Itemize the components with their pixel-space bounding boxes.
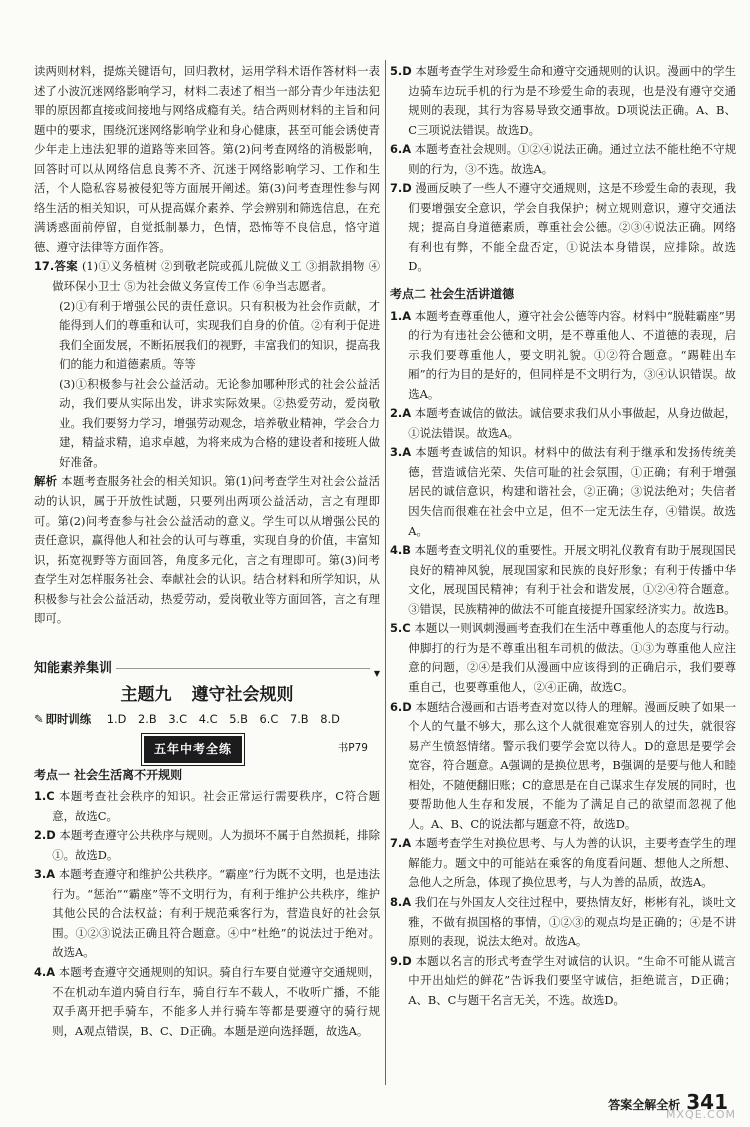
answer-number: 8.A bbox=[390, 894, 412, 909]
kp1-heading: 考点一 社会生活离不开规则 bbox=[34, 767, 183, 782]
section-title: 知能素养集训 bbox=[34, 660, 113, 676]
answer-text: 本题考查社会秩序的知识。社会正常运行需要秩序，C符合题意，故选C。 bbox=[52, 789, 380, 823]
answer-text: 本题考查遵守和维护公共秩序。“霸座”行为既不文明，也是违法行为。“惩治”“霸座”等不文明行为，有利于维护公共秩序，维护其他公民的合法权益；有利于规范乘客行为，营造良好的社会氛围。①②③说法正确且符合题意。④中“杜绝”的说法过于绝对。故选A。 bbox=[52, 867, 380, 960]
drill-label: 即时训练 bbox=[45, 711, 92, 726]
drill-answers: 1.D 2.B 3.C 4.C 5.B 6.C 7.B 8.D bbox=[106, 711, 340, 726]
answer-text: 本题考查遵守公共秩序与规则。人为损坏不属于自然损耗，排除①。故选D。 bbox=[52, 828, 380, 862]
answer-number: 1.C bbox=[34, 789, 55, 804]
answer-item bbox=[390, 179, 736, 277]
answer-text: 漫画反映了一些人不遵守交通规则，这是不珍爱生命的表现，我们要增强安全意识，学会自我保护；树立规则意识，遵守交通法规；提高自身道德素质，尊重社会公德。②③④说法正确。网络有利也有弊，不能全盘否定，①说法本身错误，应排除。故选D。 bbox=[408, 181, 736, 274]
drill-row bbox=[34, 710, 380, 730]
answer-number: 3.A bbox=[34, 867, 56, 882]
q17-answer bbox=[34, 257, 380, 296]
triangle-icon: ▼ bbox=[373, 668, 380, 678]
answer-number: 1.A bbox=[390, 308, 412, 323]
q17-number: 17. bbox=[34, 259, 55, 274]
q17-explanation-text: 本题考查服务社会的相关知识。第(1)问考查学生对社会公益活动的认识，属于开放性试题，只要列出两项公益活动，言之有理即可。第(2)问考查参与社会公益活动的意义。学生可以从增强公民的责任意识，赢得他人和社会的认可与尊重，实现自身的价值，丰富知识，拓宽视野等方面回答，角度多元化，言之有理即可。第(3)问考查学生对怎样服务社会、奉献社会的认识。结合材料和所学知识，从积极参与社会公益活动，热爱劳动，爱岗敬业等方面回答，言之有理即可。 bbox=[34, 474, 380, 626]
answer-item bbox=[390, 893, 736, 952]
answer-text: 本题考查社会规则。①②④说法正确。通过立法不能杜绝不守规则的行为，③不选。故选A。 bbox=[408, 142, 736, 176]
banner-row bbox=[34, 736, 380, 758]
answer-text: 本题以一则讽刺漫画考查我们在生活中尊重他人的态度与行动。伸脚打的行为是不尊重出租车司机的做法。①③为尊重他人应注意的问题，②④是我们从漫画中应该得到的正确启示，我们要尊重自己，也要尊重他人，②④正确，故选C。 bbox=[408, 621, 736, 694]
q17-explanation bbox=[34, 472, 380, 628]
answer-number: 4.B bbox=[390, 543, 411, 558]
answer-tag: 答案 bbox=[54, 259, 79, 274]
answer-text: 本题考查诚信的知识。材料中的做法有利于继承和发扬传统美德，营造诚信光荣、失信可耻的社会氛围，①正确；有利于增强居民的诚信意识，构建和谐社会，②正确；③说法绝对；失信者因失信而很难在社会中立足，但不一定无法生存，④错误。故选A。 bbox=[408, 445, 736, 538]
answer-text: 本题考查尊重他人，遵守社会公德等内容。材料中“脱鞋霸座”男的行为有违社会公德和文明，是不尊重他人、不道德的表现，启示我们要尊重他人，要文明礼貌。①②符合题意。“踢鞋出车厢”的行为目的是好的，但同样是不文明行为，③④认识错误。故选A。 bbox=[408, 308, 736, 401]
answer-number: 7.A bbox=[390, 836, 412, 851]
answer-item bbox=[390, 541, 736, 619]
answer-item bbox=[34, 787, 380, 826]
kp1-list bbox=[34, 787, 380, 1041]
answer-text: 我们在与外国友人交往过程中，要热情友好，彬彬有礼，谈吐文雅，不做有损国格的事情，①②③的观点均是正确的；④是不讲原则的表现，说法太绝对。故选A。 bbox=[408, 894, 736, 949]
answer-number: 6.D bbox=[390, 699, 412, 714]
topic-heading bbox=[34, 686, 380, 706]
q17-answer-part3: (3)①积极参与社会公益活动。无论参加哪种形式的社会公益活动，我们要从实际出发，讲求实际效果。②热爱劳动，爱岗敬业。我们要努力学习，增强劳动观念，培养敬业精神，学会合力建，精益求精，追求卓越，为将来成为合格的建设者和接班人做好准备。 bbox=[59, 376, 380, 469]
answer-number: 2.D bbox=[34, 828, 56, 843]
five-year-banner: 五年中考全练 bbox=[144, 736, 242, 764]
answer-number: 2.A bbox=[390, 406, 412, 421]
footer-label: 答案全解全析 bbox=[608, 1098, 681, 1112]
answer-text: 本题考查学生对换位思考、与人为善的认识，主要考查学生的理解能力。题文中的可能站在乘客的角度看问题、想他人之所想、急他人之所急，体现了换位思考，与人为善的品质，故选A。 bbox=[408, 836, 736, 890]
answer-number: 3.A bbox=[390, 445, 412, 460]
answer-text: 本题以名言的形式考查学生对诚信的认识。“生命不可能从谎言中开出灿烂的鲜花”告诉我们要坚守诚信，拒绝谎言，D正确；A、B、C与题干名言无关，不选。故选D。 bbox=[408, 953, 737, 1007]
answer-item bbox=[34, 865, 380, 963]
answer-number: 5.D bbox=[390, 64, 412, 78]
q16-continued-text: 读两则材料，提炼关键语句，回归教材，运用学科术语作答材料一表述了小波沉迷网络影响学习，材料二表述了相当一部分青少年违法犯罪的原因都直接或间接地与网络成瘾有关。结合两则材料的主旨和问题中的要求，围绕沉迷网络影响学业和身心健康，甚至可能会诱使青少年走上违法犯罪的道路等来回答。第(2)问考查网络的消极影响，回答时可以从网络信息良莠不齐、沉迷于网络影响学习、工作和生活，个人隐私容易被侵犯等方面展开阐述。第(3)问考查理性参与网络生活的相关知识，可从提高媒介素养、学会辨别和筛选信息，在充满诱惑面前停留，自觉抵制暴力，色情，恐怖等不良信息，恪守道德、遵守法律等方面作答。 bbox=[34, 64, 380, 254]
watermark: MXQE.COM bbox=[666, 1108, 736, 1121]
answer-number: 9.D bbox=[390, 953, 412, 968]
answer-number: 4.A bbox=[34, 964, 56, 979]
book-reference: 书P79 bbox=[337, 741, 368, 754]
topic-title: 遵守社会规则 bbox=[191, 685, 294, 706]
answer-text: 本题考查诚信的做法。诚信要求我们从小事做起，从身边做起，①说法错误。故选A。 bbox=[408, 406, 736, 440]
answer-item bbox=[390, 698, 736, 835]
explanation-tag: 解析 bbox=[34, 474, 58, 489]
answer-item bbox=[390, 952, 736, 1011]
q17-answer-part2: (2)①有利于增强公民的责任意识。只有积极为社会作贡献，才能得到人们的尊重和认可，实现我们自身的价值。②有利于促进我们全面发展，不断拓展我们的视野，丰富我们的知识，提高我们的能力和道德素质。等等 bbox=[59, 298, 380, 372]
kp2-heading: 考点二 社会生活讲道德 bbox=[390, 287, 515, 302]
answer-text: 本题考查文明礼仪的重要性。开展文明礼仪教育有助于展现国民良好的精神风貌，展现国家和民族的良好形象；有利于传播中华文化，展现国民精神；有利于社会和谐发展，①②④符合题意。③错误，民族精神的做法不可能直接提升国家经济实力。故选B。 bbox=[408, 543, 736, 616]
answer-item bbox=[390, 140, 736, 179]
answer-text: 本题考查学生对珍爱生命和遵守交通规则的认识。漫画中的学生边骑车边玩手机的行为是不珍爱生命的表现，也是没有遵守交通规则的表现，其行为容易导致交通事故。D项说法正确。A、B、C三项说法错误。故选D。 bbox=[408, 64, 736, 137]
answer-item bbox=[34, 963, 380, 1041]
answer-item bbox=[390, 62, 736, 140]
section-rule bbox=[116, 668, 370, 669]
pencil-icon: ✎ bbox=[34, 711, 44, 726]
answer-text: 本题结合漫画和古语考查对宽以待人的理解。漫画反映了如果一个人的气量不够大，那么这个人就很难宽容别人的过失，就很容易产生愤怒情绪。警示我们要学会宽以待人。D的意思是要学会宽容，符合题意。A强调的是换位思考，B强调的是要与他人和睦相处，不随便翻旧账；C的意思是在自己谋求生存发展的同时，也要帮助他人生存和发展，不能为了满足自己的欲望而忽视了他人。A、B、C的说法都与题意不符，故选D。 bbox=[408, 699, 736, 831]
answer-item bbox=[390, 404, 736, 443]
answer-text: 本题考查遵守交通规则的知识。骑自行车要自觉遵守交通规则，不在机动车道内骑自行车，骑自行车不载人，不收听广播，不能双手离开把手骑车，不能多人并行骑车等都是要遵守的骑行规则，A观点错误，B、C、D正确。本题是逆向选择题，故选A。 bbox=[52, 964, 380, 1038]
answer-item bbox=[390, 443, 736, 541]
answer-item bbox=[390, 307, 736, 405]
page-number: 341 bbox=[686, 1090, 728, 1114]
answer-number: 6.A bbox=[390, 142, 412, 157]
answer-number: 7.D bbox=[390, 181, 412, 196]
answer-number: 5.C bbox=[390, 621, 411, 636]
right-column bbox=[390, 62, 736, 1010]
section-heading bbox=[34, 659, 380, 679]
topic-number: 主题九 bbox=[120, 685, 172, 706]
kp1-continued-list bbox=[390, 62, 736, 277]
column-divider bbox=[385, 60, 386, 1085]
answer-item bbox=[390, 834, 736, 893]
answer-item bbox=[34, 826, 380, 865]
left-column bbox=[34, 62, 380, 1041]
answer-item bbox=[390, 619, 736, 697]
kp2-list bbox=[390, 307, 736, 1011]
q17-answer-part1: (1)①义务植树 ②到敬老院或孤儿院做义工 ③捐款捐物 ④做环保小卫士 ⑤为社会做义务宣传工作 ⑥争当志愿者。 bbox=[52, 259, 380, 294]
